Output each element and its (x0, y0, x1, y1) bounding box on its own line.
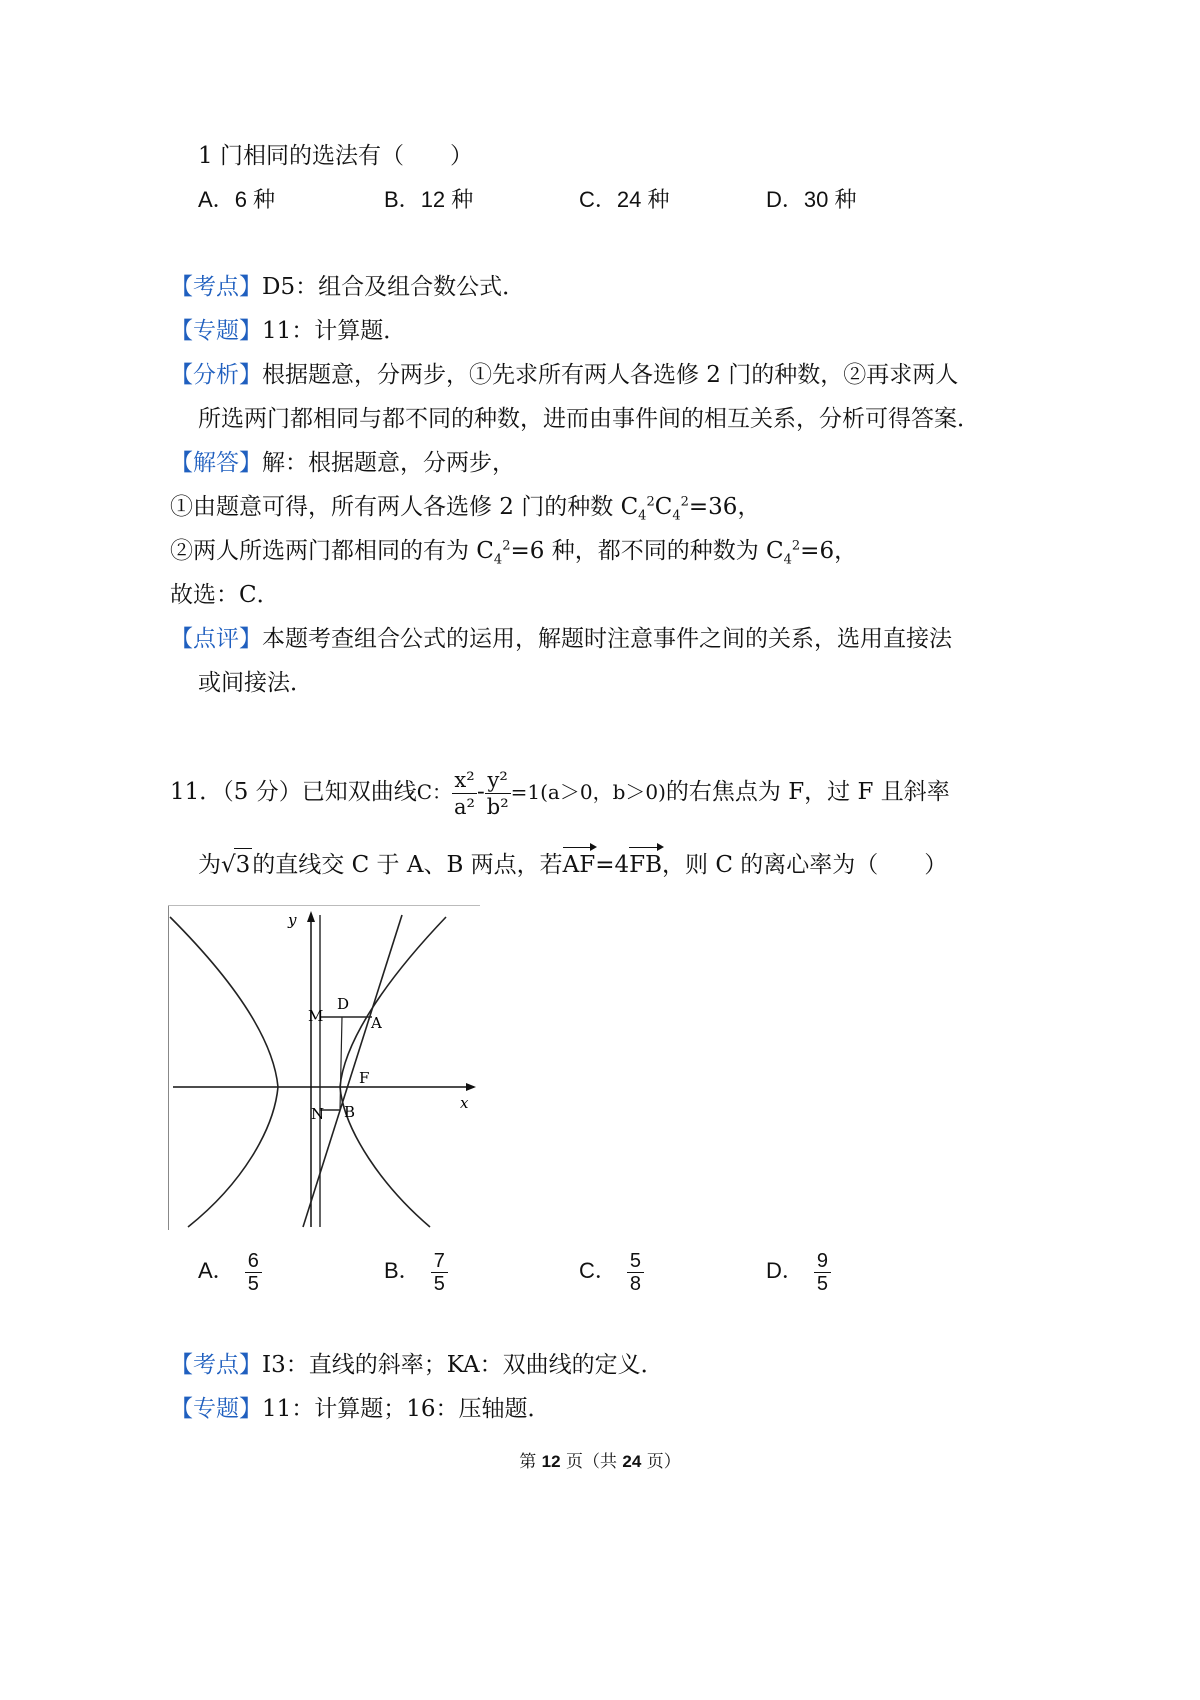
q10-option-d (766, 184, 856, 216)
vector-fb: FB (629, 849, 662, 881)
step1-sub: 4 (638, 508, 647, 524)
hyperbola-figure (168, 905, 480, 1230)
eq-c: C： (416, 780, 453, 804)
label-n: N (311, 1105, 325, 1123)
q11-stem-line2 (198, 848, 947, 881)
fraction-num: 6 (245, 1250, 262, 1273)
line2-post: ，则 C 的离心率为（ ） (662, 852, 948, 878)
dianping-tag: 【点评】 (170, 626, 262, 652)
eq-four: =4 (595, 852, 630, 878)
footer-pre: 第 (519, 1452, 542, 1472)
step2-sup: 2 (502, 538, 511, 554)
label-a: A (371, 1014, 382, 1032)
zhuanti-text: 11：计算题；16：压轴题． (262, 1396, 551, 1422)
label-x: x (460, 1094, 469, 1112)
y-axis-arrow-icon (307, 911, 315, 922)
step2-sub: 4 (783, 552, 792, 568)
option-fraction (627, 1250, 644, 1295)
q10-jieda (170, 447, 515, 479)
step2-sub: 4 (493, 552, 503, 568)
step1-sub: 4 (672, 508, 681, 524)
q10-option-c (579, 184, 669, 216)
q11-option-c (579, 1250, 644, 1295)
label-m: M (308, 1007, 324, 1025)
line2-mid: 的直线交 C 于 A、B 两点，若 (252, 852, 563, 878)
q10-dianping-line2: 或间接法． (198, 670, 313, 696)
footer-mid: 页（共 (560, 1452, 623, 1472)
option-letter: A． (198, 187, 235, 212)
line2-pre: 为 (198, 852, 221, 878)
kaodian-tag: 【考点】 (170, 274, 262, 300)
label-f: F (359, 1069, 370, 1087)
eq-num: x² (452, 767, 477, 794)
option-letter: C． (579, 1258, 617, 1284)
q11-stem-post: 的右焦点为 F，过 F 且斜率 (665, 779, 950, 805)
q11-option-b (384, 1250, 448, 1295)
q10-zhuanti (170, 315, 406, 347)
q10-option-b (384, 184, 473, 216)
eq-rest: =1(a＞0，b＞0) (510, 780, 666, 804)
q10-fenxi-line2: 所选两门都相同与都不同的种数，进而由事件间的相互关系，分析可得答案． (198, 406, 980, 432)
q10-option-a (198, 184, 275, 216)
vector-af: AF (563, 849, 596, 881)
eq-frac-y (485, 767, 511, 820)
eq-num: y² (485, 767, 511, 794)
q10-step1 (170, 491, 760, 523)
q10-step2 (170, 535, 857, 567)
sqrt-value: 3 (234, 848, 253, 881)
hyperbola-left-branch (170, 917, 278, 1227)
option-text: 12 种 (420, 187, 474, 212)
step2-post: =6， (800, 538, 858, 564)
hyperbola-right-branch (340, 917, 446, 1227)
fenxi-tag: 【分析】 (170, 362, 262, 388)
x-axis-arrow-icon (466, 1083, 476, 1091)
kaodian-text: I3：直线的斜率；KA：双曲线的定义． (262, 1352, 664, 1378)
option-letter: A． (198, 1258, 235, 1284)
option-letter: D． (766, 1258, 804, 1284)
q10-kaodian (170, 271, 525, 303)
q10-stem-tail: 1 门相同的选法有（ ） (198, 143, 473, 169)
step1-sup: 2 (680, 494, 689, 510)
step1-c: C (654, 494, 673, 520)
jieda-tag: 【解答】 (170, 450, 262, 476)
step2-pre: ②两人所选两门都相同的有为 C (170, 538, 494, 564)
option-letter: D． (766, 187, 804, 212)
option-fraction (245, 1250, 262, 1295)
eq-den: a² (454, 794, 475, 819)
fraction-num: 7 (431, 1250, 448, 1273)
line-through-focus (303, 915, 402, 1227)
q10-fenxi (170, 359, 958, 391)
zhuanti-tag: 【专题】 (170, 318, 262, 344)
fraction-num: 5 (627, 1250, 644, 1273)
label-b: B (344, 1103, 356, 1121)
option-text: 6 种 (234, 187, 276, 212)
step1-post: =36， (688, 494, 761, 520)
q11-option-a (198, 1250, 262, 1295)
kaodian-text: D5：组合及组合数公式． (262, 274, 526, 300)
q10-dianping (170, 623, 952, 655)
label-y: y (288, 911, 297, 929)
q11-stem (170, 764, 950, 820)
option-text: 30 种 (803, 187, 857, 212)
sqrt-icon: √ (221, 852, 236, 878)
footer-page-number: 12 (541, 1452, 561, 1471)
fraction-num: 9 (814, 1250, 831, 1273)
footer-total-pages: 24 (622, 1452, 642, 1471)
step1-sup: 2 (646, 494, 655, 510)
fraction-den: 5 (816, 1273, 829, 1295)
fraction-den: 5 (247, 1273, 259, 1295)
jieda-text: 解：根据题意，分两步， (262, 450, 515, 476)
zhuanti-tag: 【专题】 (170, 1396, 262, 1422)
eq-minus: - (476, 779, 485, 805)
q11-option-d (766, 1250, 831, 1295)
option-fraction (431, 1250, 448, 1295)
option-letter: C． (579, 187, 617, 212)
option-fraction (814, 1250, 831, 1295)
dianping-text: 本题考查组合公式的运用，解题时注意事件之间的关系，选用直接法 (262, 626, 952, 652)
footer-post: 页） (641, 1452, 681, 1472)
step1-pre: ①由题意可得，所有两人各选修 2 门的种数 C (170, 494, 639, 520)
fraction-den: 8 (629, 1273, 642, 1295)
q10-choose: 故选：C． (170, 582, 280, 608)
q11-zhuanti (170, 1393, 551, 1425)
kaodian-tag: 【考点】 (170, 1352, 262, 1378)
eq-frac-x (452, 767, 477, 820)
step2-sup: 2 (791, 538, 801, 554)
option-letter: B． (384, 187, 421, 212)
label-d: D (337, 995, 350, 1013)
fenxi-text: 根据题意，分两步，①先求所有两人各选修 2 门的种数，②再求两人 (262, 362, 959, 388)
q11-stem-pre: 11．（5 分）已知双曲线 (170, 779, 417, 805)
q11-kaodian (170, 1349, 664, 1381)
option-letter: B． (384, 1258, 421, 1284)
step2-mid: =6 种，都不同的种数为 C (510, 538, 784, 564)
fraction-den: 5 (433, 1273, 445, 1295)
option-text: 24 种 (616, 187, 670, 212)
page-footer (0, 1447, 1200, 1472)
zhuanti-text: 11：计算题． (262, 318, 407, 344)
eq-den: b² (486, 794, 509, 819)
